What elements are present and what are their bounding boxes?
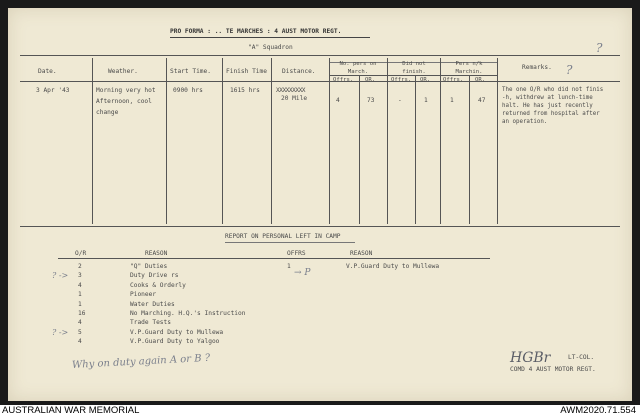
row-distance: 20 Mile <box>281 95 308 102</box>
footer-archive-name: AUSTRALIAN WAR MEMORIAL <box>2 405 140 416</box>
col-sep <box>271 58 272 224</box>
col-sep <box>387 58 388 224</box>
report-row-count: 3 <box>78 272 82 280</box>
handwritten-note: Why on duty again A or B ? <box>71 352 211 371</box>
report-row-count: 4 <box>78 281 82 289</box>
col-sep <box>166 58 167 224</box>
row-dnf-offrs: - <box>398 97 402 104</box>
margin-question-mark: ? <box>596 41 603 55</box>
report-row-count: 4 <box>78 338 82 346</box>
report-header-offrs: OFFRS <box>287 250 306 257</box>
report-row-count: 16 <box>78 310 86 317</box>
report-row-reason: V.P.Guard Duty to Yalgoo <box>130 338 220 346</box>
row-weather-1: Morning very hot <box>96 87 156 94</box>
report-row-count: 4 <box>78 319 82 327</box>
header-finish-time: Finish Time <box>226 68 267 75</box>
report-offr-count: 1 <box>287 263 291 270</box>
signature: HGBr <box>510 350 551 366</box>
header-pers-nk-marching: Pers n/k Marchin. <box>455 61 483 75</box>
row-start: 0900 hrs <box>173 87 203 94</box>
row-remarks-2: -h, withdrew at lunch-time <box>502 95 593 101</box>
row-distance-struck: XXXXXXXXX <box>276 87 306 94</box>
table-top-rule <box>20 55 620 56</box>
row-nk-or: 47 <box>478 97 486 104</box>
squadron-label: "A" Squadron <box>248 44 293 51</box>
report-header-reason-2: REASON <box>350 250 373 257</box>
title-underline <box>170 37 370 38</box>
col-sep <box>497 58 498 224</box>
report-title: REPORT ON PERSONAL LEFT IN CAMP <box>225 233 341 240</box>
row-date: 3 Apr '43 <box>36 87 70 94</box>
col-sep <box>440 58 441 224</box>
report-header-rule <box>58 258 490 259</box>
table-header-rule <box>20 81 620 82</box>
row-nk-offrs: 1 <box>450 97 454 104</box>
report-row-reason: Pioneer <box>130 291 157 299</box>
col-sep <box>92 58 93 224</box>
row-remarks-3: halt. He has just recently <box>502 103 593 109</box>
report-row-reason: V.P.Guard Duty to Mullewa <box>130 328 224 336</box>
row-on-march-or: 73 <box>367 97 375 104</box>
header-date: Date. <box>38 68 57 75</box>
subheader-offrs: Offrs. <box>391 77 412 83</box>
report-offr-annotation: → P <box>294 268 311 278</box>
row-weather-3: change <box>96 109 119 116</box>
signature-rank: LT-COL. <box>568 354 595 361</box>
col-sep <box>329 58 330 224</box>
report-row-count: 1 <box>78 291 82 299</box>
col-sep <box>469 76 470 224</box>
header-on-march: No. pers on March. <box>339 61 377 75</box>
report-offr-reason: V.P.Guard Duty to Mullewa <box>346 263 440 270</box>
report-row-reason: Duty Drive rs <box>130 272 179 280</box>
margin-question-mark: ? <box>566 63 573 77</box>
row-finish: 1615 hrs <box>230 87 260 94</box>
header-start-time: Start Time. <box>170 68 211 75</box>
col-sep <box>415 76 416 224</box>
subheader-offrs: Offrs. <box>333 77 354 83</box>
report-row-reason: Cooks & Orderly <box>130 281 186 289</box>
table-bottom-rule <box>20 226 620 227</box>
subheader-or: OR. <box>420 77 431 83</box>
report-row-reason: Trade Tests <box>130 319 171 327</box>
row-weather-2: Afternoon, cool <box>96 98 152 105</box>
row-remarks-5: an operation. <box>502 119 548 125</box>
subheader-or: OR. <box>475 77 486 83</box>
report-row-annotation: ? -> <box>52 271 69 281</box>
report-row-count: 2 <box>78 263 82 270</box>
subheader-offrs: Offrs. <box>443 77 464 83</box>
row-remarks-1: The one O/R who did not finis <box>502 87 604 93</box>
report-header-or: O/R <box>75 250 87 257</box>
row-remarks-4: returned from hospital after <box>502 111 600 117</box>
report-row-reason: "Q" Duties <box>130 263 168 270</box>
subheader-or: OR. <box>365 77 376 83</box>
row-dnf-or: 1 <box>424 97 428 104</box>
report-row-reason: Water Duties <box>130 300 175 308</box>
header-distance: Distance. <box>282 68 316 75</box>
header-did-not-finish: Did not finish. <box>402 61 426 75</box>
report-title-underline <box>225 242 355 243</box>
report-row-count: 5 <box>78 328 82 336</box>
document-title: PRO FORMA : .. TE MARCHES : 4 AUST MOTOR REGT. <box>170 28 342 35</box>
col-sep <box>359 76 360 224</box>
header-remarks: Remarks. <box>522 64 552 71</box>
report-row-count: 1 <box>78 300 82 308</box>
report-header-reason: REASON <box>145 250 168 257</box>
col-sep <box>222 58 223 224</box>
header-weather: Weather. <box>108 68 138 75</box>
report-row-annotation: ? -> <box>52 327 69 337</box>
signature-title: COMD 4 AUST MOTOR REGT. <box>510 366 596 373</box>
footer-catalogue-id: AWM2020.71.554 <box>560 405 636 416</box>
row-on-march-offrs: 4 <box>336 97 340 104</box>
report-row-reason: No Marching. H.Q.'s Instruction <box>130 310 246 317</box>
